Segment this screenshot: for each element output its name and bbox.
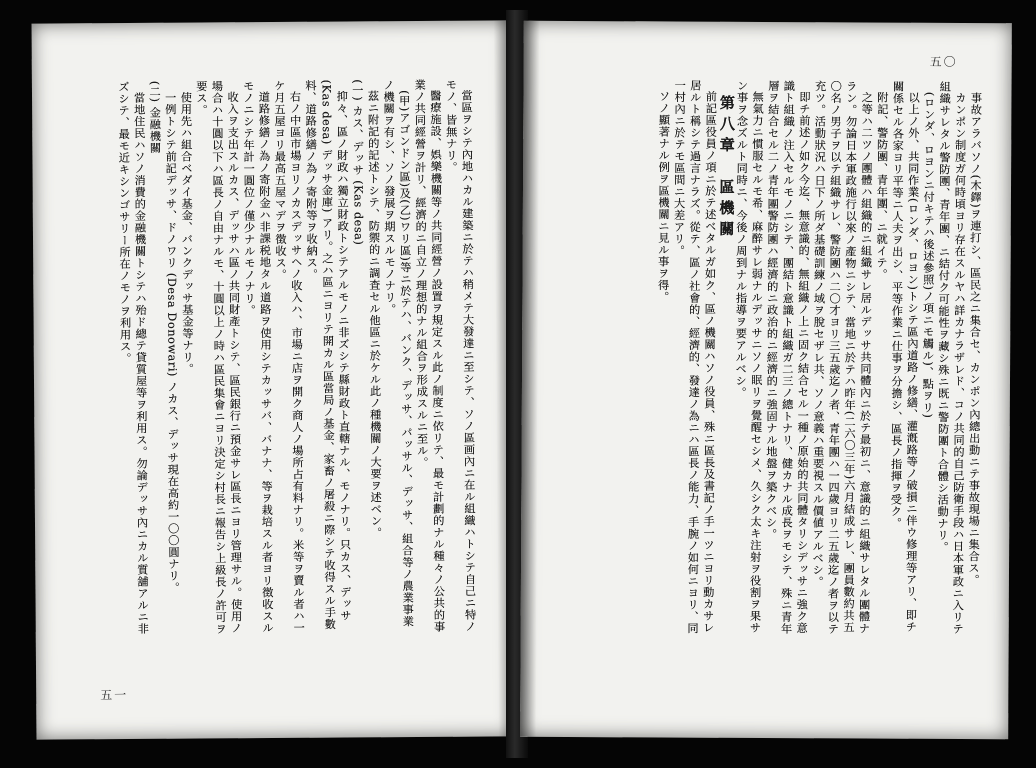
paragraph: 右ノ中區市場ヨリノカスデッサヘノ收入ハ、市場ニ店ヲ開ク商人ノ場所占有料ナリ。米等ヲ賣ル者ハ一ケ月五屋ヨリ最高五屋マデヲ徴收ス。 xyxy=(272,79,306,634)
section-heading: (二) 金融機關 xyxy=(148,80,162,154)
section-heading: (一) カス、デッサ (Kas desa) xyxy=(350,79,365,246)
left-page-text xyxy=(64,79,478,642)
right-page xyxy=(520,21,1012,740)
paragraph: 使用先ハ組合ベダイ基金、バンクデッサ基金等ナリ。 xyxy=(179,91,195,376)
paragraph: 抑々、區ノ財政ハ獨立財政トシテアルモノニ非ズシテ縣財政ト直轄ナル、モノナリ。只カス、デッサ (Kas desa) デッサ金庫) アリ。之ハ區ニヨリテ開カル區當局ノ基金、家畜ノ屠殺ニ際シテ收得スル手數料、道路修繕ノ為ノ寄附等ヲ收納ス。 xyxy=(303,79,352,631)
paragraph: 附記、警防團、青年團、ニ就イテ。 xyxy=(874,91,889,281)
paragraph: ソノ顯著ナル例ヲ區機關ニ見ル事ヲ得。 xyxy=(656,90,671,304)
chapter-title: 第八章 區機關 xyxy=(717,94,736,242)
paragraph: 即チ前述ノ如ク今迄、無意識的、無組織ノ上ニ固ク結合セル一種ノ原始的共同體タリシデッサニ強ク意識ト組織ノ注入セルモノニシテ、團結ト意識ト組織ガ二三ノ總トナリ、健カナル成長ヲモシテ、殊ニ青年層ヲ結合セル二ノ青年團警防團ハ經濟的ニ政治的ニ經濟的ニ強固ナル地盤ヲ築クベシ。 xyxy=(764,80,811,635)
paragraph: 之等ハ二ツノ團體ハ組織的ニ組織サレ居ルデッサ共同體內ニ於テ最初ニ、意識的ニ組織サレタル團體ナラン。勿論日本軍政施行以來ノ產物ニシテ、當地ニ於テハ昨年(二六〇三年)六月結成サレ、團員數約共五〇名ノ男子ヲ以テ組織サレ、警防團ハ二〇才ヨリ三五歲迄ノ者、青年團ハ一四歲ヨリ二五歲迄ノ者ヲ以テ充ツ。活動狀況ハ日下ノ所ダ基礎訓練ノ域ヲ脫セザレ共、ソノ意義ハ重要視スル價値アルベシ。 xyxy=(810,80,874,635)
page-number: 五〇 xyxy=(929,54,958,69)
paragraph: 收入ヲ支出スルカス、デッサハ區ノ共同財產トシテ、區民銀行ニ預金サレ區長ニヨリ管理サル。使用ノ場合ハ十圓以下ハ區長ノ自由ナルモ、十圓以上ノ時ハ區民集會ニヨリ決定シ村長ニ報告シ上級長ノ許可ヲ要ス。 xyxy=(194,80,243,636)
paragraph: 茲ニ附記的記述トシテ、防禦的ニ調査セル他區ニ於ケル此ノ種機關ノ大要ヲ述ベン。 xyxy=(366,90,383,539)
paragraph: 道路修繕ノ為ノ寄附金ハ非課税地タル道路ヲ使用シテカッサバ、バナナ、等ヲ栽培スル者ヨリ徴收スルモノニシテ年計一圓位ノ僅少ナルモノナリ。 xyxy=(241,80,275,635)
left-page xyxy=(32,20,515,739)
paragraph: 當地住民ハソノ消費的金融機關トシテハ殆ド總テ貸質屋等ヲ利用ス。勿論デッサ內ニカル質舖アルニ非ズシテ、最モ近キシンゴサリー所在ノモノヲ利用ス。 xyxy=(116,80,150,635)
paragraph: 當區ヲシテ內地ハカル建築ニ於テハ稍メテ大發達ニ至シテ、ソノ區画內ニ在ル組織ハトシテ自己ニ特ノモノ、皆無ナリ。 xyxy=(444,78,477,633)
paragraph: 醫療施設、娯樂機關等ノ共同經營ノ設置ヲ規定スル此ノ制度ニ依リテ、最モ計劃的ナル種々ノ公共的事業ノ共同經營ヲ計リ、經濟的ニ自立ノ理想的ナル組合ヲ形成スルニ至ル。 xyxy=(413,78,446,633)
paragraph: 無氣力ニ慣服セルモ希、麻醉サレ弱ナルデッサニソノ眠リヲ覺醒セシメ、久シク太キ注射ヲ役割ヲ果サン事ヲ念ズルト同時ニ、今後ノ周到ナル指導ヲ要アルベシ。 xyxy=(733,79,765,634)
page-number: 五一 xyxy=(100,688,129,703)
paragraph: 事故アラバソノ(木鐸)ヲ連打シ、區民之ニ集合セ、カンポン內總出動ニテ事故現場ニ集合ス。 xyxy=(966,92,983,587)
paragraph: (ロンダ、ロヨンニ付キテハ後述參照)ノ項ニモ觸ル)、點ヲリ) xyxy=(921,92,936,419)
paragraph: 以上ノ外、共同作業(ロンダ、ロヨン)トシテ區內道路ノ修繕、灌漑路等ノ破損ニ伴ウ修理等アリ、即チ關係セル各家ヨリ平等ニ人夫ヲ出シ、平等作業ニ仕事ヲ分擔シ、區長ノ指揮ヲ受ク。 xyxy=(889,80,921,633)
paragraph: (甲)アゴンドン區)及(乙)ワリ區)等ニ於テハ、バンク、デッサ、パッサル、デッサ、組合等ノ農業事業ノ機關ヲ有シ、ソノ發展ヲ期スルモノナリ。 xyxy=(381,79,415,628)
right-page-text xyxy=(551,79,984,641)
paragraph: カンポン制度ガ何時頃ヨリ存在スルヤハ詳カナラザレド、コノ共同的自己防衛手段ハ日本軍政ニ入リテ組織サレタル警防團、青年團、ニ結付ク可能性ヲ藏シ殊ニ既ニ警防團ト合體シ活動ナリ。 xyxy=(935,80,967,636)
paragraph: 前記區役員ノ項ニ於テ述ベタルガ如ク、區ノ機關ハソノ役員、殊ニ區長及書記ノ手一ツニヨリ動カサレ居ルト稱シテ過言ナラズ。從テ、區ノ社會的、經濟的、發達ノ為ニハ區長ノ能力、手腕ノ如何ニヨリ、同一村內ニ於テモ區間ニ大差アリ。 xyxy=(672,79,718,635)
paragraph: 一例トシテ前記デッサ、ドノワリ (Desa Donowari) ノカス、デッサ現在高約一〇〇圓ナリ。 xyxy=(163,91,181,594)
page-shadow xyxy=(520,21,540,737)
